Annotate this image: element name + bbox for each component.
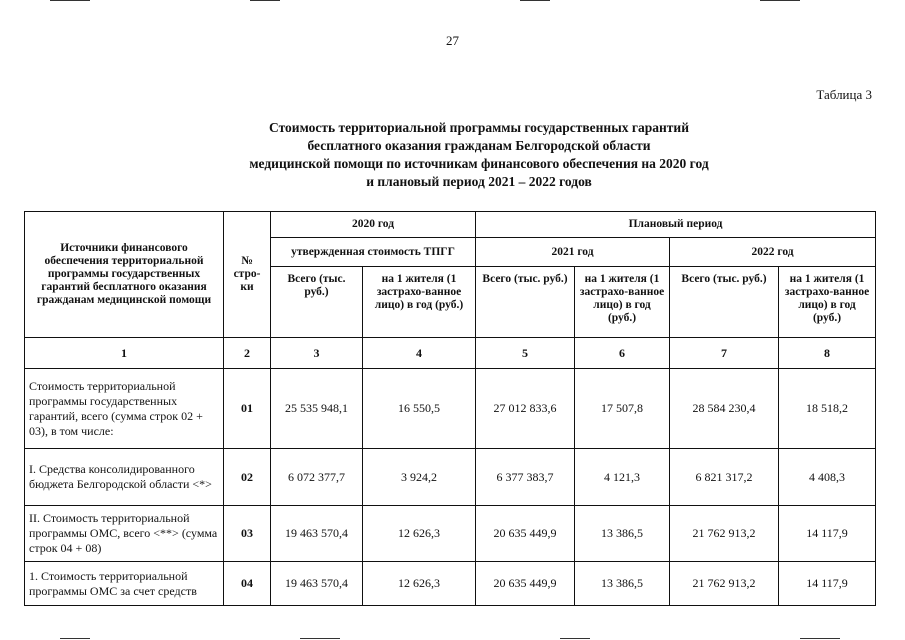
value-cell: 13 386,5 <box>575 562 670 606</box>
row-code: 02 <box>224 449 271 506</box>
value-cell: 25 535 948,1 <box>271 369 363 449</box>
value-cell: 14 117,9 <box>779 562 876 606</box>
value-cell: 20 635 449,9 <box>476 562 575 606</box>
header-year-2020: 2020 год <box>271 212 476 238</box>
column-number: 3 <box>271 338 363 369</box>
row-label: II. Стоимость территориальной программы ОМС, всего <**> (сумма строк 04 + 08) <box>25 506 224 562</box>
header-per-resident: на 1 жителя (1 застрахо-ванное лицо) в год (руб.) <box>779 267 876 338</box>
value-cell: 19 463 570,4 <box>271 506 363 562</box>
column-number: 4 <box>363 338 476 369</box>
header-approved-cost: утвержденная стоимость ТПГГ <box>271 238 476 267</box>
column-number: 5 <box>476 338 575 369</box>
value-cell: 14 117,9 <box>779 506 876 562</box>
row-code: 03 <box>224 506 271 562</box>
scan-edge-mark <box>50 0 90 1</box>
column-number: 6 <box>575 338 670 369</box>
row-code: 04 <box>224 562 271 606</box>
scan-edge-mark <box>300 638 340 639</box>
column-number: 7 <box>670 338 779 369</box>
header-planned-period: Плановый период <box>476 212 876 238</box>
column-number: 2 <box>224 338 271 369</box>
header-per-resident: на 1 жителя (1 застрахо-ванное лицо) в год (руб.) <box>575 267 670 338</box>
financing-table <box>24 211 876 606</box>
value-cell: 12 626,3 <box>363 506 476 562</box>
scan-edge-mark <box>560 638 590 639</box>
header-year-2021: 2021 год <box>476 238 670 267</box>
row-label: Стоимость территориальной программы государственных гарантий, всего (сумма строк 02 + 03), в том числе: <box>25 369 224 449</box>
scan-edge-mark <box>60 638 90 639</box>
value-cell: 6 072 377,7 <box>271 449 363 506</box>
value-cell: 4 121,3 <box>575 449 670 506</box>
header-source: Источники финансового обеспечения территориальной программы государственных гарантий бесплатного оказания гражданам медицинской помощи <box>25 212 224 338</box>
value-cell: 12 626,3 <box>363 562 476 606</box>
value-cell: 13 386,5 <box>575 506 670 562</box>
table-row <box>25 449 876 506</box>
value-cell: 19 463 570,4 <box>271 562 363 606</box>
column-number-row <box>25 338 876 369</box>
title-line: медицинской помощи по источникам финансового обеспечения на 2020 год <box>249 156 709 171</box>
table-row <box>25 506 876 562</box>
scan-edge-mark <box>250 0 280 1</box>
table-label: Таблица 3 <box>816 87 872 102</box>
value-cell: 6 377 383,7 <box>476 449 575 506</box>
scan-edge-mark <box>760 0 800 1</box>
header-total: Всего (тыс. руб.) <box>271 267 363 338</box>
title-line: Стоимость территориальной программы государственных гарантий <box>269 120 689 135</box>
value-cell: 21 762 913,2 <box>670 506 779 562</box>
scan-edge-mark <box>520 0 550 1</box>
value-cell: 3 924,2 <box>363 449 476 506</box>
header-per-resident: на 1 жителя (1 застрахо-ванное лицо) в год (руб.) <box>363 267 476 338</box>
table-row <box>25 562 876 606</box>
column-number: 8 <box>779 338 876 369</box>
header-total: Всего (тыс. руб.) <box>670 267 779 338</box>
title-line: и плановый период 2021 – 2022 годов <box>366 174 592 189</box>
header-line-number: № стро-ки <box>224 212 271 338</box>
page-number: 27 <box>446 33 459 48</box>
value-cell: 21 762 913,2 <box>670 562 779 606</box>
value-cell: 17 507,8 <box>575 369 670 449</box>
header-year-2022: 2022 год <box>670 238 876 267</box>
value-cell: 20 635 449,9 <box>476 506 575 562</box>
header-total: Всего (тыс. руб.) <box>476 267 575 338</box>
value-cell: 18 518,2 <box>779 369 876 449</box>
value-cell: 16 550,5 <box>363 369 476 449</box>
row-label: 1. Стоимость территориальной программы ОМС за счет средств <box>25 562 224 606</box>
table-row <box>25 369 876 449</box>
value-cell: 4 408,3 <box>779 449 876 506</box>
value-cell: 27 012 833,6 <box>476 369 575 449</box>
value-cell: 6 821 317,2 <box>670 449 779 506</box>
row-label: I. Средства консолидированного бюджета Белгородской области <*> <box>25 449 224 506</box>
row-code: 01 <box>224 369 271 449</box>
value-cell: 28 584 230,4 <box>670 369 779 449</box>
title-line: бесплатного оказания гражданам Белгородской области <box>307 138 651 153</box>
scan-edge-mark <box>800 638 840 639</box>
document-title <box>0 119 905 191</box>
column-number: 1 <box>25 338 224 369</box>
